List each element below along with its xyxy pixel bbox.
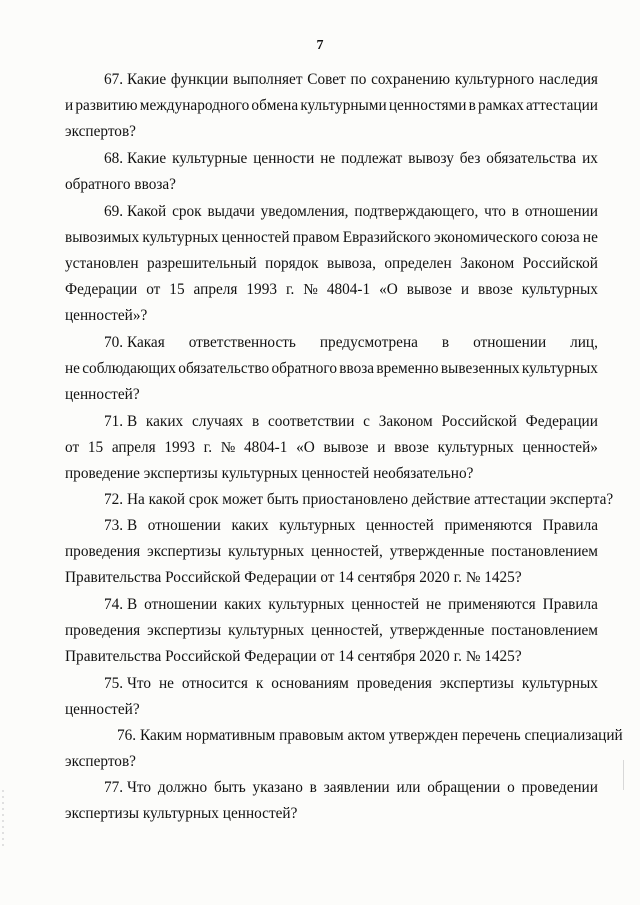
word: с	[363, 413, 370, 430]
word: развитию	[75, 97, 138, 114]
word: культурных	[521, 675, 598, 692]
word: каких	[145, 413, 184, 430]
question-7-line-1	[104, 518, 598, 533]
word: 15	[87, 439, 104, 456]
question-5-line-2	[65, 440, 598, 455]
question-3-line-3	[65, 256, 598, 271]
word: и	[377, 439, 386, 456]
word: выполняет	[233, 71, 303, 88]
word: ценностей	[351, 596, 420, 613]
word: апреля	[193, 281, 238, 298]
word: экспертизы	[147, 622, 222, 639]
word: ценностей»	[522, 439, 598, 456]
word: в	[511, 203, 520, 220]
word: союза	[541, 229, 580, 246]
word: 69. Какой	[104, 203, 167, 220]
word: по	[350, 71, 367, 88]
word: обмена	[251, 97, 299, 114]
word: постановлением	[491, 622, 598, 639]
word: функции	[170, 71, 229, 88]
word: или	[396, 779, 421, 796]
word: ценностей,	[311, 622, 383, 639]
question-4-line-2	[65, 361, 598, 376]
word: соблюдающих	[82, 360, 177, 377]
question-2-line-2: обратного ввоза?	[65, 176, 176, 193]
word: вывозе	[406, 281, 452, 298]
word: проведения	[356, 675, 432, 692]
word: временно	[376, 360, 439, 377]
word: сохранению	[371, 71, 451, 88]
word: не	[582, 229, 598, 246]
question-7-line-3: Правительства Российской Федерации от 14 сентября 2020 г. № 1425?	[65, 569, 522, 586]
word: не	[65, 360, 80, 377]
word: г.	[203, 439, 213, 456]
word: установлен	[65, 255, 139, 272]
word: культурных	[228, 622, 305, 639]
word: обращении	[427, 779, 501, 796]
word: Российской	[522, 255, 598, 272]
word: Российской	[441, 413, 517, 430]
word: отношении	[147, 517, 221, 534]
word: к	[255, 675, 264, 692]
word: утвержденные	[389, 543, 485, 560]
word: наследия	[538, 71, 598, 88]
question-8-line-2	[65, 623, 598, 638]
word: культурные	[172, 150, 248, 167]
word: случаях	[191, 413, 244, 430]
word: экономического	[434, 229, 538, 246]
word: что	[484, 203, 506, 220]
word: культурных	[437, 439, 514, 456]
question-11-line-2: экспертизы культурных ценностей?	[65, 805, 298, 822]
question-11-line-1	[104, 780, 598, 795]
word: культурных	[279, 517, 356, 534]
word: и	[65, 97, 74, 114]
word: рамках	[478, 97, 524, 114]
word: разрешительный	[147, 255, 257, 272]
word: обязательство	[178, 360, 270, 377]
word: отношении	[473, 334, 547, 351]
scan-artifact-dots	[2, 790, 4, 850]
word: заявлении	[323, 779, 390, 796]
word: Евразийского	[342, 229, 431, 246]
word: в	[251, 413, 260, 430]
word: не	[158, 675, 174, 692]
word: ввозе	[477, 281, 513, 298]
word: каких	[224, 596, 262, 613]
word: 73. В	[104, 517, 138, 534]
question-4-line-1	[104, 335, 598, 350]
word: 1993	[246, 281, 277, 298]
word: от	[146, 281, 161, 298]
word: ответственность	[188, 334, 296, 351]
question-3-line-1	[104, 204, 598, 219]
word: апреля	[111, 439, 156, 456]
word: указано	[252, 779, 303, 796]
word: ценности	[253, 150, 315, 167]
word: г.	[285, 281, 295, 298]
word: не	[320, 150, 336, 167]
word: 74. В	[104, 596, 138, 613]
question-9-line-2: ценностей?	[65, 701, 140, 718]
word: 77. Что	[104, 779, 152, 796]
word: 70. Какая	[104, 334, 165, 351]
word: выдачи	[207, 203, 255, 220]
word: вывезенных	[440, 360, 520, 377]
word: вывоза,	[327, 255, 376, 272]
word: и	[460, 281, 470, 298]
word: Федерации	[525, 413, 598, 430]
word: 67. Какие	[104, 71, 167, 88]
word: Правила	[542, 517, 598, 534]
question-4-line-3: ценностей?	[65, 386, 140, 403]
word: аттестации	[526, 97, 598, 114]
question-2-line-1	[104, 151, 598, 166]
word: Законом	[460, 255, 515, 272]
word: экспертизы	[147, 543, 222, 560]
word: применяются	[448, 596, 536, 613]
question-1-line-3: экспертов?	[65, 123, 136, 140]
word: «О	[296, 439, 315, 456]
word: 4804-1	[326, 281, 371, 298]
question-10-line-2: экспертов?	[65, 753, 136, 770]
question-3-line-2	[65, 230, 598, 245]
word: вывозу	[408, 150, 454, 167]
word: применяются	[444, 517, 533, 534]
word: определен	[384, 255, 452, 272]
word: основаниям	[271, 675, 349, 692]
question-6-line-1: 72. На какой срок может быть приостановлено действие аттестации эксперта?	[104, 491, 614, 508]
word: должно	[157, 779, 208, 796]
page-number: 7	[316, 38, 324, 53]
word: о	[507, 779, 515, 796]
word: №	[303, 281, 318, 298]
word: ценностей	[221, 229, 290, 246]
word: 4804-1	[244, 439, 288, 456]
word: быть	[213, 779, 246, 796]
question-3-line-5: ценностей»?	[65, 307, 148, 324]
word: их	[582, 150, 598, 167]
word: постановлением	[491, 543, 598, 560]
question-1-line-1	[104, 72, 598, 87]
word: без	[459, 150, 481, 167]
word: в	[468, 97, 476, 114]
word: обратного	[271, 360, 337, 377]
word: предусмотрена	[319, 334, 418, 351]
word: 71. В	[104, 413, 138, 430]
word: подтверждающего,	[354, 203, 479, 220]
word: лиц,	[570, 334, 598, 351]
word: культурных	[521, 360, 598, 377]
word: культурных	[268, 596, 345, 613]
word: ценностей	[366, 517, 434, 534]
word: ценностей,	[311, 543, 383, 560]
word: ввозе	[394, 439, 429, 456]
word: соответствии	[267, 413, 355, 430]
question-1-line-2	[65, 98, 598, 113]
word: «О	[379, 281, 398, 298]
question-3-line-4	[65, 282, 598, 297]
word: правом	[292, 229, 340, 246]
word: культурного	[454, 71, 535, 88]
question-8-line-1	[104, 597, 598, 612]
word: 1993	[164, 439, 195, 456]
word: 15	[169, 281, 185, 298]
word: ценностями	[388, 97, 467, 114]
word: относится	[181, 675, 248, 692]
word: культурных	[228, 543, 305, 560]
word: отношении	[524, 203, 598, 220]
word: №	[220, 439, 236, 456]
word: проведении	[521, 779, 598, 796]
word: вывозимых	[65, 229, 140, 246]
word: в	[441, 334, 450, 351]
word: уведомления,	[260, 203, 349, 220]
question-5-line-1	[104, 414, 598, 429]
word: подлежат	[341, 150, 403, 167]
word: вывозе	[323, 439, 369, 456]
word: в	[309, 779, 317, 796]
word: отношении	[144, 596, 218, 613]
question-10-line-1: 76. Каким нормативным правовым актом утвержден перечень специализаций	[117, 727, 623, 744]
word: срок	[172, 203, 202, 220]
word: культурными	[300, 97, 387, 114]
question-7-line-2	[65, 544, 598, 559]
word: ввоза	[339, 360, 375, 377]
word: культурных	[521, 281, 598, 298]
word: Законом	[378, 413, 433, 430]
word: от	[65, 439, 80, 456]
word: культурных	[142, 229, 219, 246]
word: 75. Что	[104, 675, 152, 692]
question-5-line-3: проведение экспертизы культурных ценностей необязательно?	[65, 465, 474, 482]
word: экспертизы	[439, 675, 514, 692]
word: проведения	[65, 622, 141, 639]
scan-artifact-mark	[623, 760, 624, 790]
word: Правила	[542, 596, 598, 613]
word: Совет	[307, 71, 346, 88]
question-8-line-3: Правительства Российской Федерации от 14 сентября 2020 г. № 1425?	[65, 648, 522, 665]
word: обязательства	[486, 150, 577, 167]
word: Федерации	[65, 281, 138, 298]
word: утвержденные	[389, 622, 485, 639]
word: проведения	[65, 543, 141, 560]
word: не	[426, 596, 442, 613]
question-9-line-1	[104, 676, 598, 691]
word: порядок	[265, 255, 319, 272]
word: международного	[139, 97, 250, 114]
word: каких	[231, 517, 269, 534]
word: 68. Какие	[104, 150, 167, 167]
